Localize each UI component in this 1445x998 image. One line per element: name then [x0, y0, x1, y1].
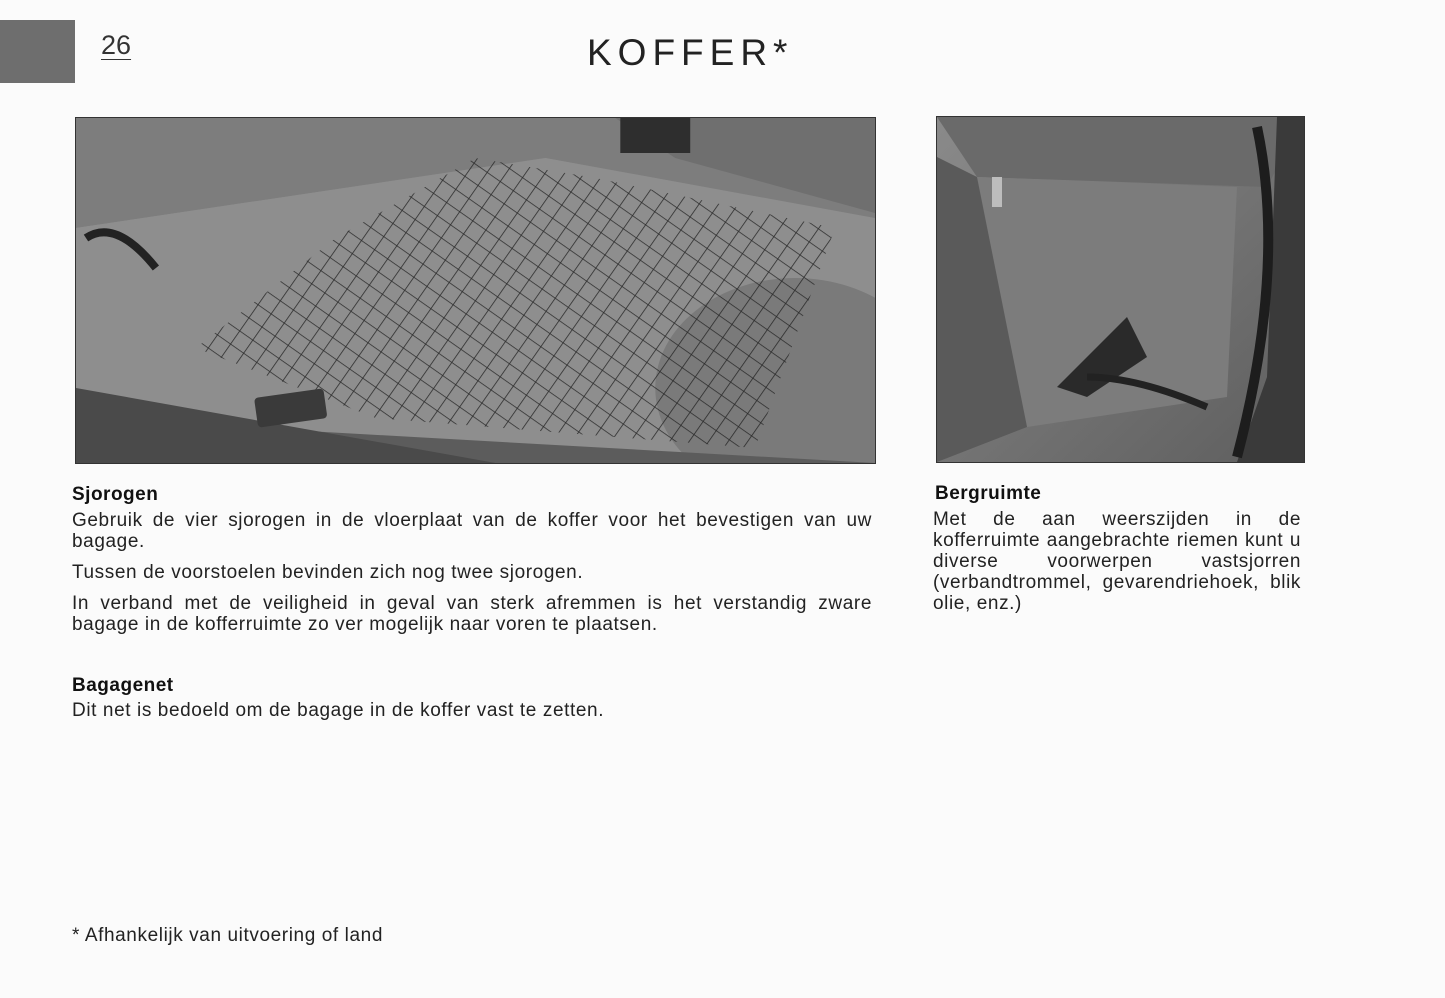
sjorogen-paragraph-2: Tussen de voorstoelen bevinden zich nog twee sjorogen. — [72, 562, 584, 583]
sjorogen-paragraph-1: Gebruik de vier sjorogen in de vloerplaat van de koffer voor het bevestigen van uw bagage. — [72, 510, 872, 552]
sjorogen-paragraph-3: In verband met de veiligheid in geval van sterk afremmen is het verstandig zware bagage in de kofferruimte zo ver mogelijk naar voren te plaatsen. — [72, 593, 872, 635]
bergruimte-paragraph: Met de aan weerszijden in de kofferruimte aangebrachte riemen kunt u diverse voorwerpen vastsjorren (verbandtrommel, gevarendriehoek, blik olie, enz.) — [933, 509, 1301, 614]
trunk-cargo-net-photo — [75, 117, 876, 464]
section-heading-bergruimte: Bergruimte — [935, 483, 1042, 504]
footnote: * Afhankelijk van uitvoering of land — [72, 925, 384, 946]
section-heading-bagagenet: Bagagenet — [72, 675, 174, 696]
section-heading-sjorogen: Sjorogen — [72, 484, 159, 505]
side-storage-compartment-photo — [936, 116, 1305, 463]
bagagenet-paragraph: Dit net is bedoeld om de bagage in de koffer vast te zetten. — [72, 700, 605, 721]
page-tab-marker — [0, 20, 75, 83]
page-number: 26 — [101, 30, 132, 60]
page-title: KOFFER* — [587, 32, 794, 73]
